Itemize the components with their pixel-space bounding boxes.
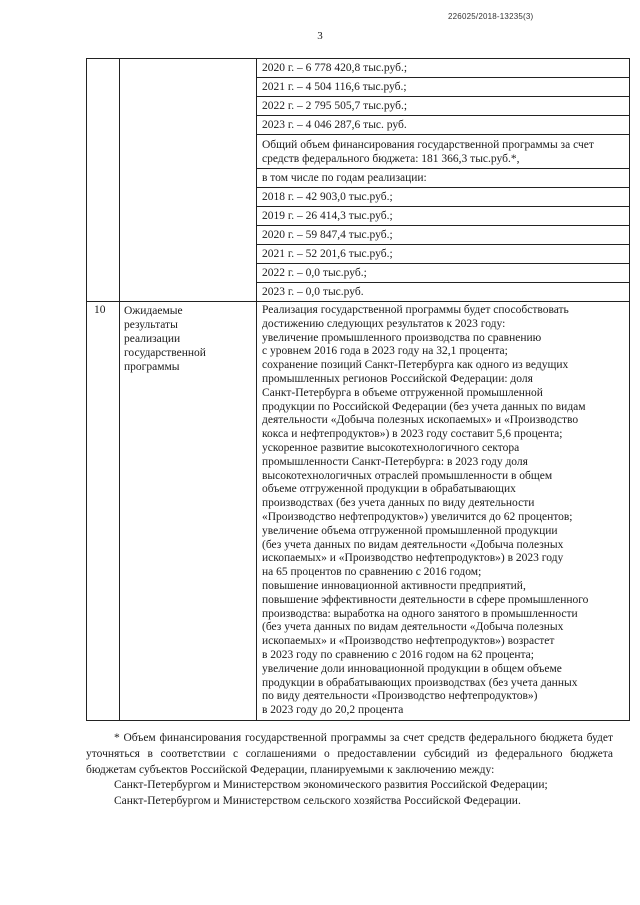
content-line: увеличение промышленного производства по сравнению — [262, 331, 542, 344]
content-line: ископаемых» и «Производство нефтепродуктов») в 2023 году — [262, 552, 564, 565]
label-line: реализации — [124, 333, 181, 345]
program-passport-table — [86, 58, 630, 721]
content-line: промышленности Санкт-Петербурга: в 2023 году доля — [262, 455, 528, 468]
content-line: продукции в обрабатывающих производствах (без учета данных — [262, 676, 578, 689]
content-line: (без учета данных по видам деятельности «Добыча полезных — [262, 538, 564, 551]
financing-row: 2022 г. – 2 795 505,7 тыс.руб.; — [257, 97, 629, 116]
financing-cell — [257, 59, 630, 302]
financing-row: 2020 г. – 59 847,4 тыс.руб.; — [257, 226, 629, 245]
footnote — [86, 731, 613, 810]
label-line: Ожидаемые — [124, 305, 183, 317]
content-line: сохранение позиций Санкт-Петербурга как одного из ведущих — [262, 359, 569, 372]
content-line: промышленных регионов Российской Федерации: доля — [262, 372, 533, 385]
financing-row: 2019 г. – 26 414,3 тыс.руб.; — [257, 207, 629, 226]
content-line: на 65 процентов по сравнению с 2016 годом; — [262, 566, 482, 579]
label-line: государственной — [124, 347, 206, 359]
financing-row: 2023 г. – 0,0 тыс.руб. — [262, 286, 364, 298]
document-id: 226025/2018-13235(3) — [448, 12, 534, 21]
content-line: деятельности «Добыча полезных ископаемых» и «Производство — [262, 414, 579, 427]
financing-row: 2022 г. – 0,0 тыс.руб.; — [257, 264, 629, 283]
content-line: в 2023 году до 20,2 процента — [262, 704, 404, 717]
expected-results-content — [257, 302, 630, 721]
content-line: производствах (без учета данных по виду деятельности — [262, 497, 535, 510]
content-line: (без учета данных по видам деятельности «Добыча полезных — [262, 621, 564, 634]
page-number: 3 — [317, 30, 323, 42]
financing-row: 2023 г. – 4 046 287,6 тыс. руб. — [257, 116, 629, 135]
content-line: с уровнем 2016 года в 2023 году на 32,1 процента; — [262, 345, 508, 358]
content-line: увеличение объема отгруженной промышленной продукции — [262, 524, 558, 537]
table-row — [87, 302, 630, 721]
content-line: Реализация государственной программы будет способствовать — [262, 304, 569, 316]
content-line: ископаемых» и «Производство нефтепродуктов») возрастет — [262, 635, 555, 648]
financing-row: 2021 г. – 4 504 116,6 тыс.руб.; — [257, 78, 629, 97]
content-line: «Производство нефтепродуктов») увеличится до 62 процентов; — [262, 510, 573, 523]
footnote-text: * Объем финансирования государственной программы за счет средств федерального бюджета будет уточняться в соответствии с соглашениями о предоставлении субсидий из федерального бюджета бюджетам субъектов Российской Федерации, планируемыми к заключению между: — [86, 732, 613, 776]
content-line: достижению следующих результатов к 2023 году: — [262, 317, 506, 330]
label-line: результаты — [124, 319, 178, 331]
content-line: повышение инновационной активности предприятий, — [262, 579, 526, 592]
content-line: ускоренное развитие высокотехнологичного сектора — [262, 441, 520, 454]
content-line: в 2023 году по сравнению с 2016 годом на 62 процента; — [262, 648, 534, 661]
footnote-item: Санкт-Петербургом и Министерством сельского хозяйства Российской Федерации. — [114, 795, 521, 808]
content-line: увеличение доли инновационной продукции в общем объеме — [262, 662, 562, 675]
row-label-cell — [120, 59, 257, 302]
content-line: высокотехнологичных отраслей промышленности в общем — [262, 469, 553, 482]
table-row — [87, 59, 630, 302]
content-line: повышение эффективности деятельности в сфере промышленного — [262, 593, 589, 606]
content-line: производства: выработка на одного занятого в промышленности — [262, 607, 578, 620]
federal-budget-total: Общий объем финансирования государственной программы за счет средств федерального бюджета: 181 366,3 тыс.руб.*, — [257, 135, 629, 169]
row-number-cell — [87, 59, 120, 302]
footnote-item: Санкт-Петербургом и Министерством экономического развития Российской Федерации; — [114, 779, 548, 792]
label-line: программы — [124, 361, 180, 373]
content-line: кокса и нефтепродуктов») в 2023 году составит 5,6 процента; — [262, 428, 563, 441]
financing-row: в том числе по годам реализации: — [257, 169, 629, 188]
financing-row: 2021 г. – 52 201,6 тыс.руб.; — [257, 245, 629, 264]
row-number-cell: 10 — [87, 302, 120, 721]
content-line: объеме отгруженной продукции в обрабатывающих — [262, 483, 516, 496]
content-line: по виду деятельности «Производство нефтепродуктов») — [262, 690, 538, 703]
content-line: продукции по Российской Федерации (без учета данных по видам — [262, 400, 586, 413]
financing-row: 2020 г. – 6 778 420,8 тыс.руб.; — [257, 59, 629, 78]
expected-results-label — [120, 302, 257, 721]
financing-row: 2018 г. – 42 903,0 тыс.руб.; — [257, 188, 629, 207]
content-line: Санкт-Петербурга в объеме отгруженной промышленной — [262, 386, 543, 399]
